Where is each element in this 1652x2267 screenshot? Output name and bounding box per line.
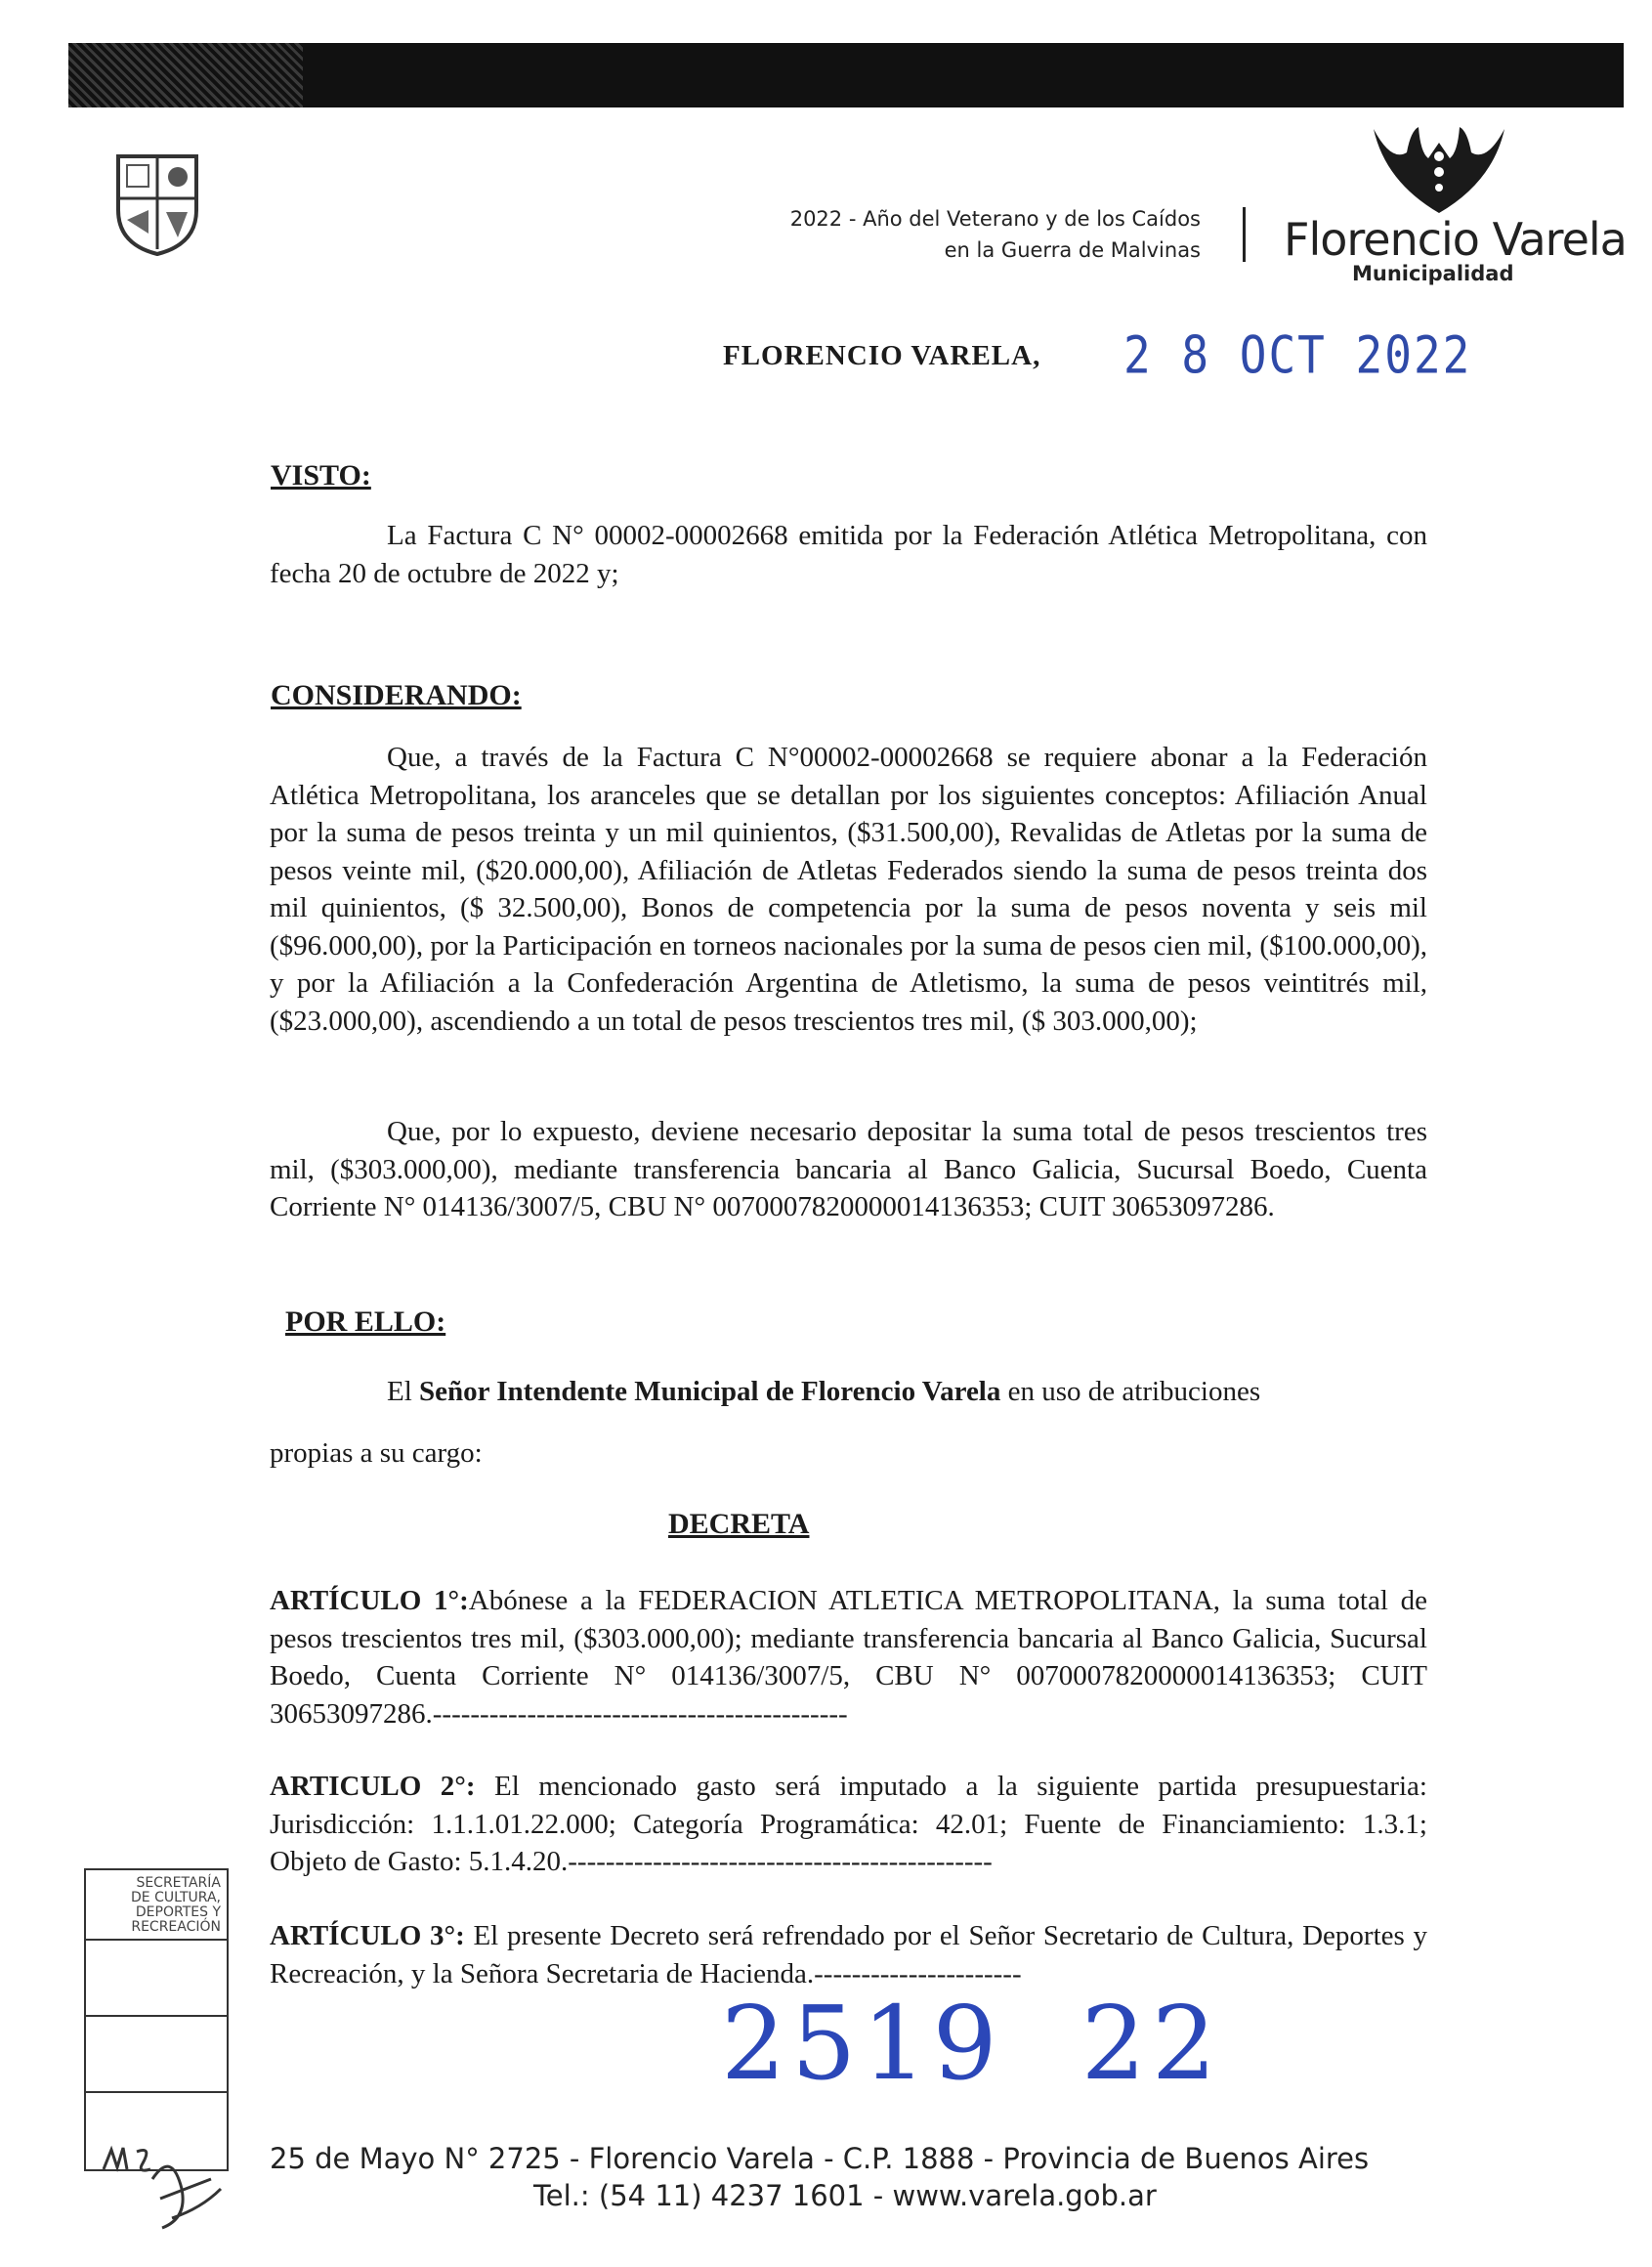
florencio-varela-logo-icon [1366,123,1512,217]
articulo-1-text: Abónese a la FEDERACION ATLETICA METROPOLITANA, la suma total de pesos trescientos tres mil, ($303.000,00); mediante transferencia bancaria al Banco Galicia, Sucursal Boedo, Cuenta Corriente N° 014136/3007/5, CBU N° 0070007820000014136353; CUIT 30653097286.-------------------------------------------- [270,1585,1427,1730]
stamp-row [86,2017,227,2093]
decreta-heading: DECRETA [668,1508,810,1540]
articulo-3-label: ARTÍCULO 3°: [270,1920,465,1951]
stamp-line-2: DE CULTURA, [131,1890,221,1905]
visto-heading: VISTO: [271,459,371,492]
stamp-line-3: DEPORTES Y [135,1904,221,1920]
scan-top-bar [68,43,1624,107]
footer-address: 25 de Mayo N° 2725 - Florencio Varela - C.P. 1888 - Provincia de Buenos Aires [270,2142,1370,2175]
intendente-line-2: propias a su cargo: [270,1437,483,1469]
stamp-row [86,1941,227,2017]
secretaria-stamp [84,1868,229,2171]
considerando-heading: CONSIDERANDO: [271,679,522,711]
articulo-3 [270,1917,1427,1992]
decree-year: 22 [1080,1984,1223,2103]
brand-name: Florencio Varela [1284,213,1627,266]
header-divider [1243,207,1246,262]
articulo-1-label: ARTÍCULO 1°: [270,1585,469,1616]
articulo-2-text: El mencionado gasto será imputado a la siguiente partida presupuestaria: Jurisdicción: 1.1.1.01.22.000; Categoría Programática: 42.01; Fuente de Financiamiento: 1.3.1; Objeto de Gasto: 5.1.4.20.--------------------------------------------- [270,1771,1427,1877]
intendente-rest: en uso de atribuciones [1007,1376,1261,1407]
articulo-1 [270,1582,1427,1732]
articulo-2-label: ARTICULO 2°: [270,1771,476,1802]
stamp-line-1: SECRETARÍA [136,1875,221,1891]
articulo-3-text: El presente Decreto será refrendado por el Señor Secretario de Cultura, Deportes y Recreación, y la Señora Secretaria de Hacienda.---------------------- [270,1920,1427,1989]
stamp-line-4: RECREACIÓN [131,1919,221,1935]
considerando-paragraph-1: Que, a través de la Factura C N°00002-00002668 se requiere abonar a la Federación Atlética Metropolitana, los aranceles que se detallan por los siguientes conceptos: Afiliación Anual por la suma de pesos treinta y un mil quinientos, ($31.500,00), Revalidas de Atletas por la suma de pesos veinte mil, ($20.000,00), Afiliación de Atletas Federados siendo la suma de pesos treinta dos mil quinientos, ($ 32.500,00), Bonos de competencia por la suma de pesos noventa y seis mil ($96.000,00), por la Participación en torneos nacionales por la suma de pesos cien mil, ($100.000,00), y por la Afiliación a la Confederación Argentina de Atletismo, la suma de pesos veintitrés mil, ($23.000,00), ascendiendo a un total de pesos trescientos tres mil, ($ 303.000,00); [270,742,1427,1037]
secretaria-stamp-header [86,1870,227,1941]
brand-subtitle: Municipalidad [1352,262,1514,285]
considerando-paragraph-2: Que, por lo expuesto, deviene necesario depositar la suma total de pesos trescientos tres mil, ($303.000,00), mediante transferencia bancaria al Banco Galicia, Sucursal Boedo, Cuenta Corriente N° 014136/3007/5, CBU N° 0070007820000014136353; CUIT 30653097286. [270,1116,1427,1222]
intendente-paragraph [270,1373,1427,1411]
por-ello-heading: POR ELLO: [285,1305,446,1338]
visto-text: La Factura C N° 00002-00002668 emitida por la Federación Atlética Metropolitana, con fecha 20 de octubre de 2022 y; [270,520,1427,589]
date-stamp: 2 8 OCT 2022 [1123,323,1472,386]
decree-number-stamp [721,1984,1222,2103]
handwritten-initials [94,2130,240,2238]
motto-line-1: 2022 - Año del Veterano y de los Caídos [789,207,1201,231]
articulo-2 [270,1768,1427,1881]
footer-contact: Tel.: (54 11) 4237 1601 - www.varela.gob.ar [533,2179,1157,2212]
scan-noise [68,43,303,107]
year-motto [790,203,1201,266]
decree-number: 2519 [721,1984,1003,2103]
intendente-lead: El [387,1376,412,1407]
dateline-place: FLORENCIO VARELA, [723,340,1041,371]
intendente-title: Señor Intendente Municipal de Florencio Varela [419,1376,1001,1407]
municipal-crest-icon [113,151,201,259]
motto-line-2: en la Guerra de Malvinas [944,238,1201,262]
